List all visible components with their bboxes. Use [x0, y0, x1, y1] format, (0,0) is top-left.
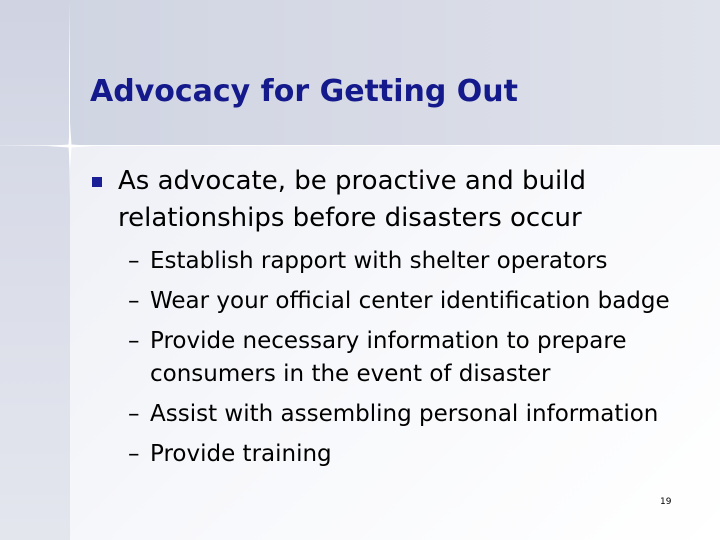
- title-band-background: [0, 0, 720, 146]
- sub-bullet-text: Provide necessary information to prepare consumers in the event of disaster: [150, 328, 627, 387]
- sub-bullet-text: Establish rapport with shelter operators: [150, 248, 608, 274]
- sub-bullet-text: Assist with assembling personal information: [150, 401, 659, 427]
- dash-marker: –: [128, 248, 140, 274]
- sub-bullet-text: Provide training: [150, 441, 332, 467]
- sub-bullet-item: [128, 285, 713, 318]
- main-bullet-text: As advocate, be proactive and build relationships before disasters occur: [118, 166, 586, 233]
- dash-marker: –: [128, 441, 140, 467]
- sub-bullet-item: [128, 245, 713, 278]
- page-number: 19: [660, 497, 672, 507]
- sub-bullet-item: [128, 398, 713, 431]
- sub-bullet-list: [128, 245, 713, 478]
- dash-marker: –: [128, 401, 140, 427]
- sub-bullet-text: Wear your official center identification badge: [150, 288, 670, 314]
- sub-bullet-item: [128, 325, 713, 391]
- dash-marker: –: [128, 328, 140, 354]
- square-bullet-icon: [92, 177, 102, 187]
- left-band-background: [0, 0, 70, 540]
- vertical-accent-line: [69, 0, 70, 200]
- slide-title: Advocacy for Getting Out: [90, 74, 518, 109]
- dash-marker: –: [128, 288, 140, 314]
- sparkle-icon: [47, 123, 93, 169]
- sub-bullet-item: [128, 438, 713, 471]
- horizontal-accent-line: [0, 145, 720, 146]
